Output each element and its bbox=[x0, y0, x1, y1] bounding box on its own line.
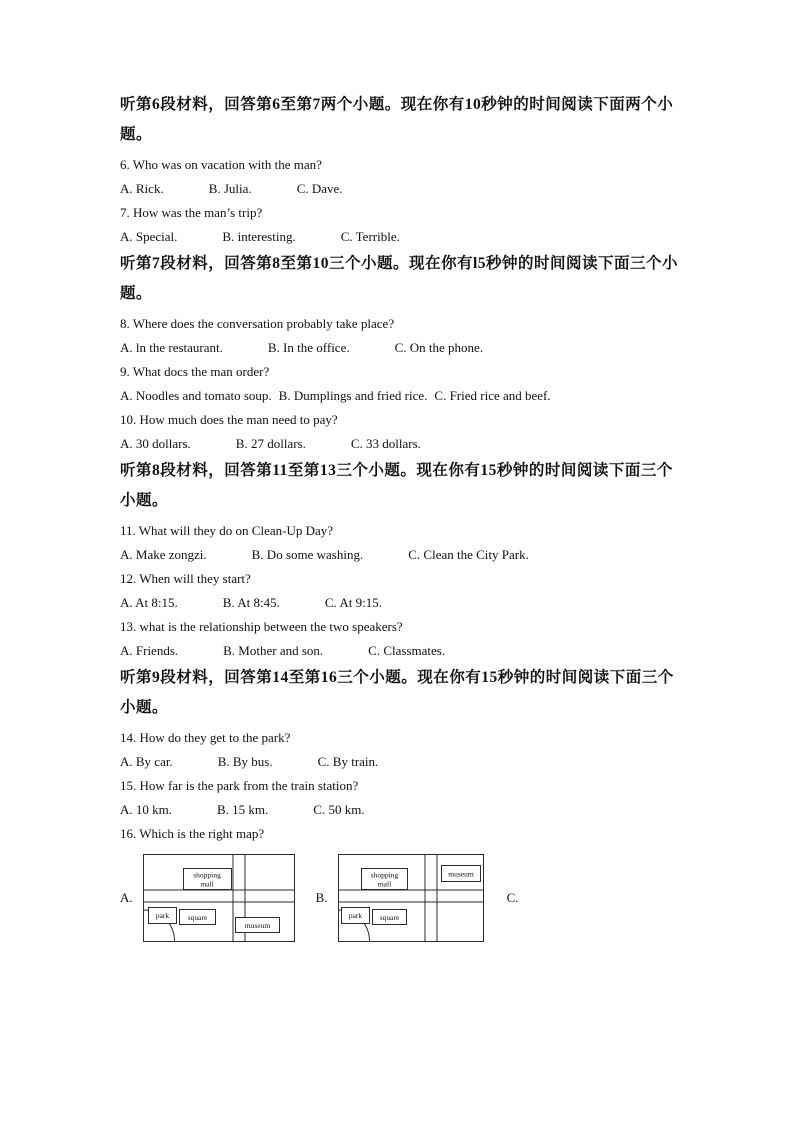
question-14-text: 14. How do they get to the park? bbox=[120, 730, 291, 745]
question-12-option-c: C. At 9:15. bbox=[324, 595, 382, 610]
question-8-option-a: A. ln the restaurant. bbox=[120, 340, 223, 355]
question-7-option-b: B. interesting. bbox=[222, 229, 296, 244]
section-dialog-8 bbox=[120, 456, 680, 663]
question-10-options bbox=[120, 432, 680, 456]
question-10-text: 10. How much does the man need to pay? bbox=[120, 412, 338, 427]
square-label: square bbox=[187, 913, 207, 922]
park-box bbox=[148, 908, 176, 924]
question-7-text: 7. How was the man’s trip? bbox=[120, 205, 263, 220]
shopping-mall-label-line1: shopping bbox=[370, 870, 398, 880]
shopping-mall-box bbox=[183, 869, 231, 890]
park-box bbox=[341, 908, 369, 924]
question-11-option-b: B. Do some washing. bbox=[251, 547, 364, 562]
section-dialog-6 bbox=[120, 90, 680, 249]
page-content bbox=[120, 90, 680, 942]
question-10-option-b: B. 27 dollars. bbox=[235, 436, 306, 451]
park-label: park bbox=[348, 911, 362, 920]
question-16-map-options bbox=[120, 854, 680, 942]
question-8-text: 8. Where does the conversation probably take place? bbox=[120, 316, 395, 331]
question-14-option-a: A. By car. bbox=[120, 754, 173, 769]
question-14-option-c: C. By train. bbox=[317, 754, 379, 769]
question-7-option-a: A. Special. bbox=[120, 229, 178, 244]
map-diagram-a bbox=[143, 854, 295, 942]
question-13-option-a: A. Friends. bbox=[120, 643, 179, 658]
map-option-a-label: A. bbox=[120, 890, 133, 905]
map-option-c-label: C. bbox=[506, 890, 519, 905]
question-11-text: 11. What will they do on Clean-Up Day? bbox=[120, 523, 334, 538]
question-11-option-a: A. Make zongzi. bbox=[120, 547, 207, 562]
question-6-option-b: B. Julia. bbox=[208, 181, 252, 196]
map-option-b-label: B. bbox=[315, 890, 328, 905]
section-header-8: 听第8段材料，回答第11至第13三个小题。现在你有15秒钟的时间阅读下面三个小题。 bbox=[120, 462, 673, 509]
question-15-option-c: C. 50 km. bbox=[313, 802, 365, 817]
section-header-7: 听第7段材料，回答第8至第10三个小题。现在你有l5秒钟的时间阅读下面三个小题。 bbox=[120, 255, 679, 302]
section-header-9: 听第9段材料，回答第14至第16三个小题。现在你有15秒钟的时间阅读下面三个小题。 bbox=[120, 669, 674, 716]
question-12-option-a: A. At 8:15. bbox=[120, 595, 178, 610]
question-11-options bbox=[120, 543, 680, 567]
question-7-option-c: C. Terrible. bbox=[340, 229, 400, 244]
square-box bbox=[179, 910, 215, 925]
question-8-option-b: B. In the office. bbox=[267, 340, 350, 355]
question-14-option-b: B. By bus. bbox=[217, 754, 273, 769]
question-10-option-a: A. 30 dollars. bbox=[120, 436, 191, 451]
question-12-text: 12. When will they start? bbox=[120, 571, 251, 586]
section-dialog-9 bbox=[120, 663, 680, 942]
question-13-option-b: B. Mother and son. bbox=[223, 643, 324, 658]
park-label: park bbox=[155, 911, 169, 920]
question-12-options bbox=[120, 591, 680, 615]
shopping-mall-box bbox=[361, 869, 407, 890]
question-15-options bbox=[120, 798, 680, 822]
shopping-mall-label-line2: mall bbox=[377, 879, 391, 889]
museum-label: museum bbox=[244, 921, 270, 930]
question-6-options bbox=[120, 177, 680, 201]
question-12-option-b: B. At 8:45. bbox=[222, 595, 280, 610]
square-label: square bbox=[379, 913, 399, 922]
shopping-mall-label-line2: mall bbox=[199, 879, 214, 889]
museum-label: museum bbox=[447, 869, 474, 879]
question-10-option-c: C. 33 dollars. bbox=[350, 436, 421, 451]
question-15-option-b: B. 15 km. bbox=[217, 802, 269, 817]
question-13-option-c: C. Classmates. bbox=[368, 643, 446, 658]
question-7-options bbox=[120, 225, 680, 249]
question-9-option-b: B. Dumplings and fried rice. bbox=[278, 388, 428, 403]
question-9-text: 9. What docs the man order? bbox=[120, 364, 270, 379]
question-8-options bbox=[120, 336, 680, 360]
question-6-option-a: A. Rick. bbox=[120, 181, 164, 196]
question-13-options bbox=[120, 639, 680, 663]
section-dialog-7 bbox=[120, 249, 680, 456]
section-header-6: 听第6段材料，回答第6至第7两个小题。现在你有10秒钟的时间阅读下面两个小题。 bbox=[120, 96, 674, 143]
question-11-option-c: C. Clean the City Park. bbox=[408, 547, 529, 562]
question-16-text: 16. Which is the right map? bbox=[120, 826, 265, 841]
question-14-options bbox=[120, 750, 680, 774]
question-8-option-c: C. On the phone. bbox=[394, 340, 484, 355]
question-9-option-c: C. Fried rice and beef. bbox=[434, 388, 551, 403]
question-9-option-a: A. Noodles and tomato soup. bbox=[120, 388, 272, 403]
question-6-text: 6. Who was on vacation with the man? bbox=[120, 157, 322, 172]
question-9-options bbox=[120, 384, 680, 408]
map-diagram-b bbox=[338, 854, 484, 942]
question-15-text: 15. How far is the park from the train station? bbox=[120, 778, 359, 793]
museum-box bbox=[441, 866, 480, 882]
question-6-option-c: C. Dave. bbox=[296, 181, 343, 196]
square-box bbox=[372, 910, 406, 925]
museum-box bbox=[235, 918, 279, 933]
shopping-mall-label-line1: shopping bbox=[192, 870, 221, 880]
question-15-option-a: A. 10 km. bbox=[120, 802, 172, 817]
question-13-text: 13. what is the relationship between the two speakers? bbox=[120, 619, 403, 634]
